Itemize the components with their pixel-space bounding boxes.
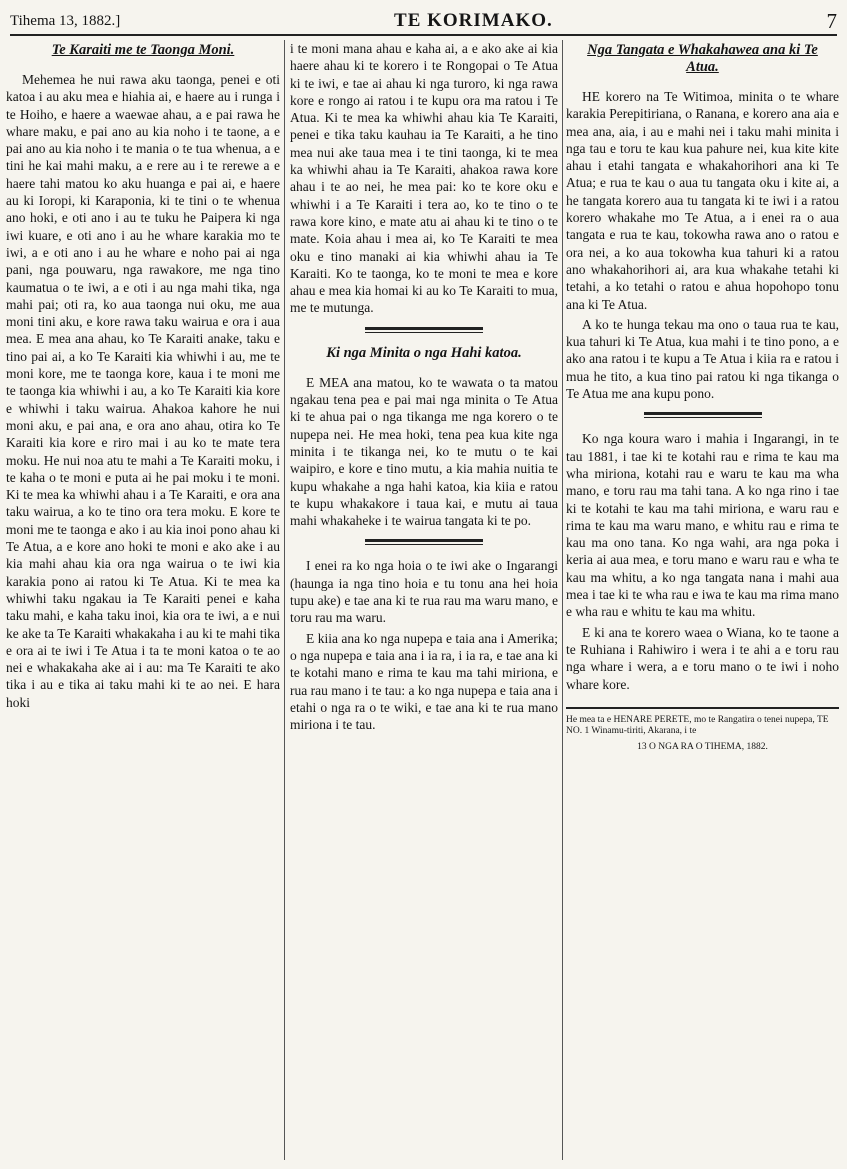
article-separator [365, 539, 483, 545]
article-separator [644, 412, 762, 418]
article-continuation: i te moni mana ahau e kaha ai, a e ako ake ai kia haere ahau ki te korero i te Rongopai o Te Atua ki te iwi, e tae ai ahau ki nga turoro, ki nga rawa kore e rongo ai ratou i te kupu ora ma ratou i Te Atua. Ki te mea ka whiwhi ahau kia Te Karaiti, penei e tika taku kauhau ia Te Karaiti, a he tino mea nui ake taua mea i te tini taonga, ki te mea ka whiwhi ahau ia Te Karaiti, ahakoa rawa kore ahau i te ao nei, he mea pai: ko te kore oku e whiwhi i a Te Karaiti i tera ao, ko te tino o te rawa kore kino, e mate atu ai ahau ki te tino o te mate. Koia ahau i mea ai, ko Te Karaiti te mea oku e tino manaki ai kia whiwhi ahau ia Te Karaiti. Ko te taonga, ko te moni te mea e kore ahau e mea kia homai ki au ko Te Karaiti to mua, me te mutunga. [290, 41, 558, 316]
column-2 [290, 40, 558, 1165]
article-paragraph: E MEA ana matou, ko te wawata o ta matou ngakau tena pea e pai mai nga minita o Te Atua ki te ahua pai o nga tikanga me nga korero o te nupepa nei. He mea hoki, tena pea kua kite nga minita i te tikanga nei, ko te mutu o te kai waipiro, e kore e tino mutu, a kia mahia nuitia te kupu whakahe a nga hahi katoa, kia kiia e ratou te kupu whakakore i taua kai, e mutu ai taua mahi whakaheke i te wairua tangata ki te po. [290, 374, 558, 529]
column-1 [6, 40, 280, 1165]
article-headline: Nga Tangata e Whakahawea ana ki Te Atua. [587, 42, 818, 75]
column-divider [284, 40, 285, 1160]
masthead [10, 8, 837, 36]
article-paragraph: A ko te hunga tekau ma ono o taua rua te kau, kua tahuri ki Te Atua, kua mahi i te tino pono, a e ako ana ratou i te kupu a Te Atua i kiia ra e ratou i mua he tito, a kua tino pai ratou ki nga tikanga o Te Atua me ana kupu pono. [566, 316, 839, 402]
page-number: 7 [826, 8, 837, 33]
printer-imprint: He mea ta e HENARE PERETE, mo te Rangatira o tenei nupepa, TE NO. 1 Winamu-tiriti, Akarana, i te [566, 714, 829, 736]
news-item: Ko nga koura waro i mahia i Ingarangi, in te tau 1881, i tae ki te kotahi rau e rima te kau ma wha miriona, kotahi rau e waru te kau ma wha mano, e toru rau ma tahi tana. A ko nga rino i tae ki te kotahi te kau ma tahi miriona, e waru rau e rima te kau ma waru mano, e whitu rau e rima te kau ma ono tana. Ko nga wahi, ara nga poka i keria ai aua mea, e toru mano e waru rau e wha te kau ma whitu, a ko nga tangata nana i mahi aua mea i tae ki te wha rau e iwa te kau ma rima mano e wha rau e whitu te kau ma whitu. [566, 431, 839, 620]
article-paragraph: Mehemea he nui rawa aku taonga, penei e oti katoa i au aku mea e hiahia ai, e haere au i runga i te Hoiho, e haere a waewae ahau, a e pai rawa he whare maku, e pai ano au kia noho i te taone, a e pai ano au kia noho i te mania o te tua whenua, a e tini he kai mahi maku, a e rere au i te rerewe a e haere tahi matou ko aku huanga e pai ai, e haere au ki Ioropi, ki Karaponia, ki te tini o te whenua ano hoki, e oti ano i au te tuku he Paipera ki nga iwi kuare, e oti ano i au he whare karakia mo te iwi, a e oti ano i au he whare e noho pai ai nga pani, nga pouwaru, nga rawakore, me nga tino kaumatua o te iwi, a e oti i au nga mahi tika, nga mahi pai; oti ra, ko aua taonga nui oku, me aua moni tini aku, e kore rawa taku wairua e ora i aua mea. E mea ana ahau, ko Te Karaiti anake, taku e tino pai ai, a ko Te Karaiti kia whiwhi i au, me te moni kore, me te taonga kore, kaua i te moni me te taonga kia whiwhi i au, a ko Te Karaiti kia kore e whiwhi i taku wairua. Ahakoa kahore he nui moni aku, e pai ana, e ora ano ahau, otira ko Te Karaiti kia kore e riro mai i au ko te mate tera moku. He nui noa atu te mahi a Te Karaiti moku, i te kaha o te moni e puta ai he pai moku i te moni. Ki te mea ka whiwhi ahau i a Te Karaiti, e ora ana taku wairua, a ko te tino ora tera moku. E kore te moni me te taonga e ako i au kia inoi pono ahau ki Te Atua, a e kore ano hoki te moni e ako ake i au kia mahi ahau kia ora nga wairua o te iwi kia karakia pono ai ratou ki Te Atua. Ki te mea ka whiwhi taku ngakau ia Te Karaiti penei e kaha taku mahi, e kaha taku inoi, kia ora te iwi, a e nui ke ake ta Te Karaiti whakakaha i au ki te mahi tika e ora ai te iwi i Te Atua i ta te moni katoa o te ao nei e whakakaha ake ai i au: ma Te Karaiti te ako tika i au e tika ai taku mahi ki te ao nei. E hara hoki [6, 72, 280, 710]
news-item: E kiia ana ko nga nupepa e taia ana i Amerika; o nga nupepa e taia ana i ia ra, i ia ra, e tae ana ki te kotahi mano e rima te kau ma tahi miriona, e rua rau mano i te tau: a ko nga nupepa e taia ana i etahi o nga ra o te wiki, e tae ana ki te rua mano miriona i te tau. [290, 630, 558, 733]
news-item: I enei ra ko nga hoia o te iwi ake o Ingarangi (haunga ia nga tino hoia e tu tonu ana hei hoia tupu ake) e tae ana ki te rua rau ma waru mano, e toru rau ma waru. [290, 558, 558, 626]
footer-rule [566, 707, 839, 709]
column-divider [562, 40, 563, 1160]
news-item: E ki ana te korero waea o Wiana, ko te taone a te Ruhiana i Rahiwiro i wera i te ahi a e toru rau nga whare i wera, a e toru mano o te iwi i noho whare kore. [566, 624, 839, 692]
article-separator [365, 327, 483, 333]
article-headline: Te Karaiti me te Taonga Moni. [51, 42, 235, 58]
newspaper-title: TE KORIMAKO. [394, 10, 553, 31]
column-3 [566, 40, 839, 1165]
imprint-date: 13 O NGA RA O TIHEMA, 1882. [637, 741, 768, 752]
article-paragraph: HE korero na Te Witimoa, minita o te whare karakia Perepitiriana, o Ranana, e korero ana aia e mea ana, aia, i au e mahi nei i taku mahi minita i nga tau e toru te kau kua pahure nei, kua kite kite ahau i etahi tangata e whakahorihori ana ki Te Atua; e rua te kau o aua tu tangata oku i kite ai, a he tangata korero aua tu tangata ki te iwi i a ratou korero whakahe mo Te Atua, a i enei ra o aua tangata e rua te kau, tokowha rawa ano o ratou e ora nei, a ko aua tokowha kua tahuri ki a ratou ano whakahorihori ai, ara kua whakahe tetahi ki tetahi, a ko tetahi o ratou e ahua hopohopo tonu ana ki Te Atua. [566, 89, 839, 312]
article-headline: Ki nga Minita o nga Hahi katoa. [326, 344, 522, 361]
issue-date: Tihema 13, 1882.] [10, 12, 121, 29]
